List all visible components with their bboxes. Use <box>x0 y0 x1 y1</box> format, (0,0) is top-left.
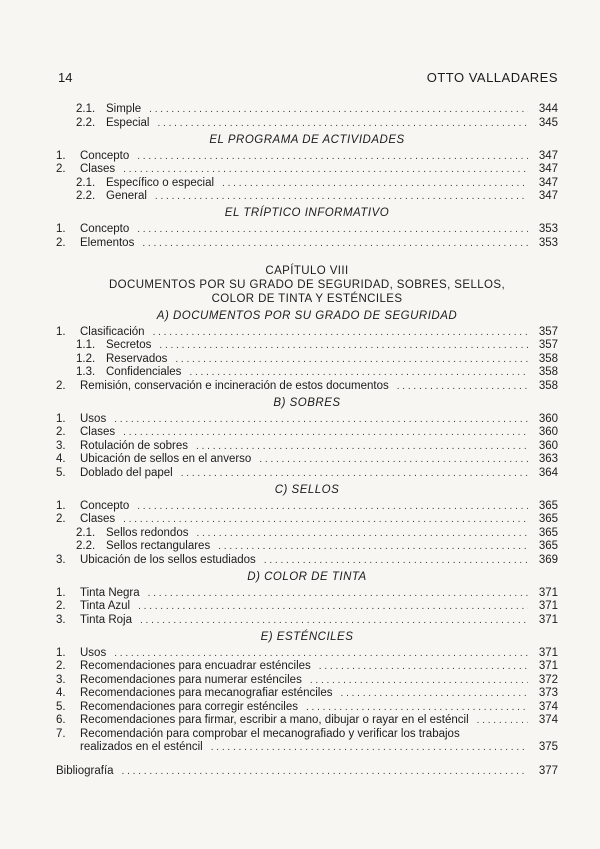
entry-number: 5. <box>56 466 66 479</box>
entry-title: Clasificación <box>80 325 145 338</box>
entry-number: 2.2. <box>76 540 96 552</box>
entry-page: 360 <box>538 439 558 452</box>
entry-page: 369 <box>538 553 558 566</box>
dot-leader <box>196 527 528 540</box>
entry-number: 2. <box>56 600 66 612</box>
toc-entry <box>56 554 558 567</box>
dot-leader <box>341 687 528 700</box>
entry-page: 372 <box>538 673 558 686</box>
entry-page: 365 <box>538 499 558 512</box>
dot-leader <box>196 440 528 453</box>
entry-page: 353 <box>538 236 558 249</box>
section-heading: EL PROGRAMA DE ACTIVIDADES <box>209 133 405 146</box>
entry-number: 1.2. <box>76 352 96 365</box>
toc-entry <box>56 453 558 466</box>
toc-entry <box>56 540 558 553</box>
toc-entry <box>56 366 558 379</box>
chapter-title-line: DOCUMENTOS POR SU GRADO DE SEGURIDAD, SOBRES, SELLOS, <box>108 278 506 291</box>
entry-title: Usos <box>80 646 107 659</box>
entry-number: 3. <box>56 613 66 626</box>
entry-title: Tinta Negra <box>80 586 140 599</box>
dot-leader <box>142 237 528 250</box>
entry-page: 363 <box>538 453 558 465</box>
entry-title: Secretos <box>106 339 152 351</box>
toc-entry <box>56 326 558 339</box>
entry-number: 3. <box>56 553 66 566</box>
entry-title: Recomendaciones para numerar esténciles <box>80 673 302 686</box>
entry-number: 2. <box>56 236 66 249</box>
dot-leader <box>123 513 528 526</box>
table-of-contents <box>56 103 558 778</box>
dot-leader <box>157 117 528 130</box>
toc-entry <box>56 426 558 439</box>
entry-title: Ubicación de los sellos estudiados <box>80 553 256 566</box>
toc-entry <box>56 117 558 130</box>
entry-title: Clases <box>80 513 116 525</box>
entry-number: 2. <box>56 379 66 392</box>
toc-entry <box>56 413 558 426</box>
entry-title: Recomendaciones para firmar, escribir a mano, dibujar o rayar en el esténcil <box>80 714 469 726</box>
entry-page: 377 <box>538 764 558 777</box>
entry-number: 2.2. <box>76 116 96 129</box>
entry-page: 375 <box>538 741 558 753</box>
entry-title: Simple <box>106 103 142 115</box>
toc-entry <box>56 674 558 687</box>
entry-number: 1. <box>56 223 66 235</box>
toc-entry <box>56 587 558 600</box>
toc-entry <box>56 714 558 727</box>
dot-leader <box>259 453 528 466</box>
entry-number: 1. <box>56 412 66 425</box>
section-heading: D) COLOR DE TINTA <box>247 570 367 583</box>
entry-title-line: realizados en el esténcil <box>80 740 203 753</box>
section-heading: E) ESTÉNCILES <box>260 630 354 643</box>
entry-page: 360 <box>538 412 558 425</box>
dot-leader <box>222 177 528 190</box>
entry-page: 373 <box>538 687 558 699</box>
entry-page: 374 <box>538 700 558 713</box>
dot-leader <box>181 467 528 480</box>
entry-number: 4. <box>56 453 66 465</box>
entry-page: 364 <box>538 466 558 479</box>
dot-leader <box>140 614 528 627</box>
toc-entry <box>56 177 558 190</box>
toc-entry <box>56 223 558 236</box>
entry-number: 6. <box>56 714 66 726</box>
toc-entry <box>56 647 558 660</box>
entry-page: 371 <box>538 586 558 599</box>
dot-leader <box>319 660 528 673</box>
entry-page: 365 <box>538 513 558 525</box>
entry-number: 7. <box>56 727 66 740</box>
entry-page: 371 <box>538 600 558 612</box>
entry-number: 2.1. <box>76 176 96 189</box>
entry-title: Concepto <box>80 149 130 162</box>
entry-title: Sellos rectangulares <box>106 540 211 552</box>
toc-entry <box>56 237 558 250</box>
entry-number: 2. <box>56 660 66 672</box>
entry-title: Bibliografía <box>56 764 114 777</box>
entry-title: Específico o especial <box>106 176 215 189</box>
entry-title-line: Recomendación para comprobar el mecanografiado y verificar los trabajos <box>80 727 460 740</box>
dot-leader <box>138 600 528 613</box>
entry-page: 357 <box>538 339 558 351</box>
entry-page: 347 <box>538 163 558 175</box>
dot-leader <box>306 701 528 714</box>
toc-entry <box>56 614 558 627</box>
entry-title: Clases <box>80 163 116 175</box>
toc-entry <box>56 687 558 700</box>
entry-page: 371 <box>538 646 558 659</box>
entry-page: 365 <box>538 526 558 539</box>
chapter-label: CAPÍTULO VIII <box>265 264 349 277</box>
page-number: 14 <box>58 70 73 85</box>
section-heading: A) DOCUMENTOS POR SU GRADO DE SEGURIDAD <box>156 309 458 322</box>
toc-entry <box>56 513 558 526</box>
chapter-title-line: COLOR DE TINTA Y ESTÉNCILES <box>211 292 403 305</box>
dot-leader <box>175 353 528 366</box>
toc-entry <box>56 467 558 480</box>
chapter-heading <box>56 264 558 306</box>
entry-number: 2. <box>56 163 66 175</box>
dot-leader <box>148 587 528 600</box>
entry-title: Concepto <box>80 499 130 512</box>
section-heading: EL TRÍPTICO INFORMATIVO <box>224 207 390 219</box>
entry-page: 347 <box>538 190 558 202</box>
entry-page: 365 <box>538 540 558 552</box>
dot-leader <box>397 380 528 393</box>
entry-number: 1. <box>56 149 66 162</box>
entry-number: 4. <box>56 687 66 699</box>
dot-leader <box>114 647 528 660</box>
running-head: OTTO VALLADARES <box>426 70 558 85</box>
section-heading: B) SOBRES <box>273 396 341 409</box>
toc-entry <box>56 380 558 393</box>
entry-title: Concepto <box>80 223 130 235</box>
entry-title: Rotulación de sobres <box>80 439 189 452</box>
entry-number: 1. <box>56 325 66 338</box>
entry-title: Clases <box>80 426 116 438</box>
entry-number: 3. <box>56 439 66 452</box>
dot-leader <box>155 190 528 203</box>
entry-number: 2. <box>56 426 66 438</box>
page-header <box>58 70 558 88</box>
dot-leader <box>123 163 528 176</box>
dot-leader <box>137 150 528 163</box>
entry-number: 2.1. <box>76 526 96 539</box>
entry-page: 371 <box>538 660 558 672</box>
entry-page: 345 <box>538 116 558 129</box>
entry-page: 358 <box>538 352 558 365</box>
toc-entry <box>56 500 558 513</box>
toc-entry <box>56 600 558 613</box>
dot-leader <box>477 714 528 727</box>
entry-page: 374 <box>538 714 558 726</box>
entry-title: Recomendaciones para corregir esténciles <box>80 700 298 713</box>
toc-entry <box>56 190 558 203</box>
dot-leader <box>310 674 528 687</box>
dot-leader <box>137 500 528 513</box>
toc-entry <box>56 527 558 540</box>
entry-title: Elementos <box>80 236 135 249</box>
dot-leader <box>122 765 528 778</box>
entry-number: 2.2. <box>76 190 96 202</box>
entry-number: 5. <box>56 700 66 713</box>
toc-entry <box>56 163 558 176</box>
dot-leader <box>123 426 528 439</box>
entry-title: Usos <box>80 412 107 425</box>
entry-title: General <box>106 190 147 202</box>
dot-leader <box>159 339 528 352</box>
entry-page: 353 <box>538 223 558 235</box>
entry-title: Doblado del papel <box>80 466 173 479</box>
dot-leader <box>218 540 528 553</box>
entry-number: 1.1. <box>76 339 96 351</box>
entry-number: 1.3. <box>76 366 96 378</box>
entry-page: 360 <box>538 426 558 438</box>
entry-page: 358 <box>538 379 558 392</box>
toc-entry <box>56 103 558 116</box>
entry-number: 1. <box>56 499 66 512</box>
dot-leader <box>264 554 528 567</box>
entry-number: 1. <box>56 646 66 659</box>
dot-leader <box>211 741 528 754</box>
entry-title: Recomendaciones para encuadrar esténciles <box>80 660 311 672</box>
entry-title: Remisión, conservación e incineración de estos documentos <box>80 379 389 392</box>
dot-leader <box>137 223 528 236</box>
entry-number: 2.1. <box>76 103 96 115</box>
entry-number: 1. <box>56 586 66 599</box>
entry-title: Especial <box>106 116 150 129</box>
toc-entry <box>56 440 558 453</box>
dot-leader <box>153 326 528 339</box>
dot-leader <box>149 103 528 116</box>
toc-entry-bibliography <box>56 765 558 778</box>
section-heading: C) SELLOS <box>274 483 340 496</box>
toc-entry <box>56 701 558 714</box>
entry-title: Reservados <box>106 352 168 365</box>
entry-title: Confidenciales <box>106 366 182 378</box>
entry-title: Sellos redondos <box>106 526 189 539</box>
dot-leader <box>189 366 528 379</box>
toc-entry <box>56 150 558 163</box>
entry-title: Ubicación de sellos en el anverso <box>80 453 252 465</box>
dot-leader <box>114 413 528 426</box>
toc-entry <box>56 660 558 673</box>
entry-number: 3. <box>56 673 66 686</box>
entry-page: 347 <box>538 149 558 162</box>
entry-page: 371 <box>538 613 558 626</box>
entry-page: 344 <box>538 103 558 115</box>
entry-title: Tinta Roja <box>80 613 132 626</box>
entry-page: 357 <box>538 325 558 338</box>
toc-entry <box>56 339 558 352</box>
entry-page: 358 <box>538 366 558 378</box>
entry-title: Recomendaciones para mecanografiar esténciles <box>80 687 333 699</box>
entry-number: 2. <box>56 513 66 525</box>
entry-page: 347 <box>538 176 558 189</box>
entry-title: Tinta Azul <box>80 600 131 612</box>
toc-entry <box>56 353 558 366</box>
